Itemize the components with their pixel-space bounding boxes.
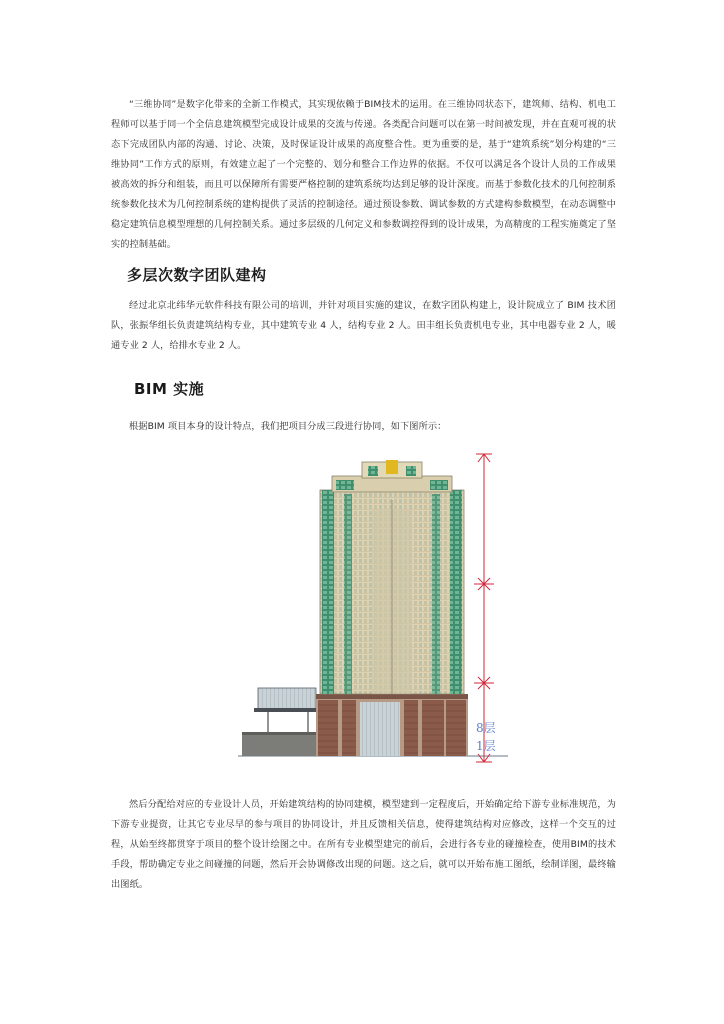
- paragraph-team-structure: 经过北京北纬华元软件科技有限公司的培训，并针对项目实施的建议，在数字团队构建上，设计院成立了 BIM 技术团队，张振华组长负责建筑结构专业，其中建筑专业 4 人，结构专业 2 人。田丰组长负责机电专业，其中电器专业 2 人，暖通专业 2 人，给排水专业 2 人。: [111, 300, 616, 351]
- paragraph-3d-collaboration: “三维协同”是数字化带来的全新工作模式，其实现依赖于BIM技术的运用。在三维协同状态下，建筑师、结构、机电工程师可以基于同一个全信息建筑模型完成设计成果的交流与传递。各类配合问题可以在第一时间被发现，并在直观可视的状态下完成团队内部的沟通、讨论、决策，及时保证设计成果的高度整合性。更为重要的是，基于“建筑系统”划分构建的“三维协同”工作方式的原则，有效建立起了一个完整的、划分和整合工作边界的依据。不仅可以满足各个设计人员的工作成果被高效的拆分和组装，而且可以保障所有需要严格控制的建筑系统均达到足够的设计深度。而基于参数化技术的几何控制系统参数化技术为几何控制系统的建构提供了灵活的控制途径。通过预设参数、调试参数的方式建构参数模型，在动态调整中稳定建筑信息模型理想的几何控制关系。通过多层级的几何定义和参数调控得到的设计成果，为高精度的工程实施奠定了坚实的控制基础。: [111, 99, 616, 250]
- paragraph-collaboration-workflow: 然后分配给对应的专业设计人员，开始建筑结构的协同建模，模型建到一定程度后，开始确定给下游专业标准规范，为下游专业提资，让其它专业尽早的参与项目的协同设计，并且反馈相关信息，使得建筑结构对应修改，这样一个交互的过程，从始至终都贯穿于项目的整个设计绘图之中。在所有专业模型建完的前后，会进行各专业的碰撞检查，使用BIM的技术手段，帮助确定专业之间碰撞的问题，然后开会协调修改出现的问题。这之后，就可以开始布施工图纸，绘制详图，最终输出图纸。: [111, 799, 616, 890]
- dimension-label-upper: 8层: [476, 721, 496, 735]
- main-tower: [320, 490, 464, 694]
- heading-bim-implementation: BIM 实施: [134, 380, 205, 398]
- heading-team-structure: 多层次数字团队建构: [127, 266, 267, 284]
- building-elevation-figure: [238, 450, 508, 770]
- podium: [316, 694, 468, 756]
- segment-dimension-line: [474, 454, 494, 762]
- dimension-label-lower: 1层: [476, 739, 496, 753]
- crown-emblem: [386, 460, 398, 474]
- building-elevation-drawing: [238, 450, 508, 770]
- tower-crown: [332, 460, 452, 492]
- paragraph-three-stage-intro: 根据BIM 项目本身的设计特点，我们把项目分成三段进行协同，如下图所示：: [129, 421, 447, 432]
